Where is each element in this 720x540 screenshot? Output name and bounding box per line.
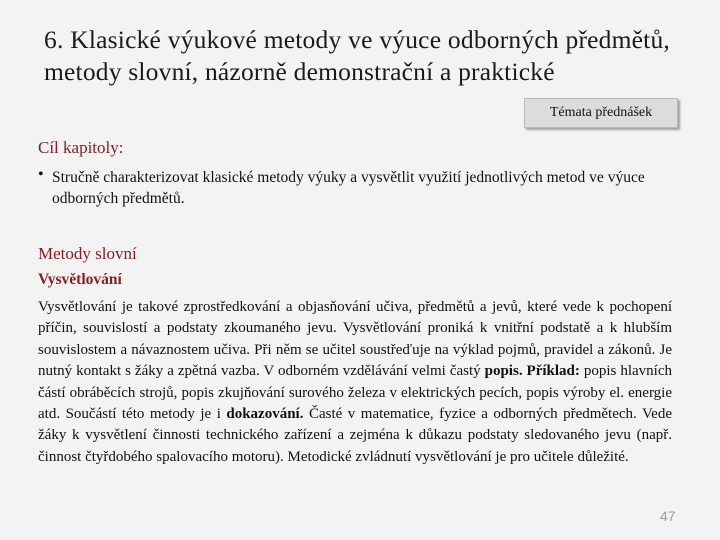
body-text-part: Vysvětlování je takové zprostředkování a objasňování učiva, předmětů a jevů, které vede k pochopení příčin, souvislostí a podstaty zkoumaného jevu. Vysvětlování proniká k vnitřní podstatě a k hlubším souvislostem a návaznostem učiva. Při něm se učitel soustřeďuje na výklad pojmů, pravidel a zákonů. Je nutný kontakt s žáky a zpětná vazba. V odborném vzdělávání velmi častý: [38, 299, 672, 380]
body-paragraph: [38, 297, 672, 468]
slide-title: 6. Klasické výukové metody ve výuce odborných předmětů, metody slovní, názorně demonstrační a praktické: [44, 25, 670, 86]
body-bold-term: dokazování.: [226, 406, 304, 423]
bullet-icon: •: [38, 166, 44, 183]
body-text-part: popis hlavních částí obráběcích strojů, popis zkujňování surového železa v elektrických pecích, popis výroby el. energie atd. Součástí této metody je i: [38, 363, 673, 423]
body-bold-term: popis. Příklad:: [484, 363, 580, 380]
body-text-part: Časté v matematice, fyzice a odborných předmětech. Vede žáky k vysvětlení činnosti technického zařízení a zejména k důkazu podstaty sledovaného jevu (např. činnost čtyřdobého spalovacího motoru). Metodické zvládnutí vysvětlování je pro učitele důležité.: [38, 406, 672, 465]
section-heading: Metody slovní: [38, 244, 137, 263]
goal-heading: Cíl kapitoly:: [38, 138, 124, 157]
subsection-heading: Vysvětlování: [38, 271, 122, 288]
goal-text: Stručně charakterizovat klasické metody výuky a vysvětlit využití jednotlivých metod ve výuce odborných předmětů.: [52, 169, 645, 207]
topics-button[interactable]: Témata přednášek: [524, 98, 678, 128]
page-number: 47: [660, 508, 676, 524]
